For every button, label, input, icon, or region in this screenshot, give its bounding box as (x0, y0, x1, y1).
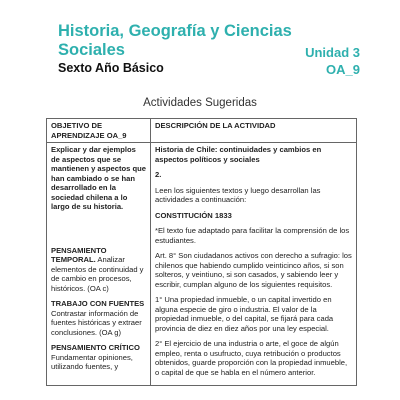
activities-table (46, 118, 357, 386)
skill-text: Fundamentar opiniones, utilizando fuentes, y (51, 352, 133, 371)
activity-number: 2. (155, 170, 162, 179)
section-title: Actividades Sugeridas (143, 97, 257, 109)
skill-title: TRABAJO CON FUENTES (51, 299, 145, 308)
table-row (47, 143, 357, 386)
activity-instructions: Leen los siguientes textos y luego desarrollan las actividades a continuación: (155, 185, 321, 204)
activity-title: Historia de Chile: continuidades y cambios en aspectos políticos y sociales (155, 145, 322, 164)
skill-item (51, 343, 146, 372)
objective-cell (47, 143, 151, 386)
grade-label: Sexto Año Básico (58, 61, 164, 75)
objective-text: Explicar y dar ejemplos de aspectos que se mantienen y aspectos que han cambiado o se han desarrollado en la sociedad chilena a lo largo de su historia. (51, 145, 146, 211)
source-paragraph: Art. 8° Son ciudadanos activos con derecho a sufragio: los chilenos que habiendo cumplido veinticinco años, si son solteros, y veintiuno, si son casados, y sabiendo leer y escribir, cumplan alguno de los siguientes requisitos. (155, 251, 352, 289)
source-title: CONSTITUCIÓN 1833 (155, 210, 232, 220)
table-header-row (47, 119, 357, 143)
skill-item (51, 246, 146, 294)
skill-text: Contrastar información de fuentes históricas y extraer conclusiones. (OA g) (51, 308, 142, 337)
skill-title: PENSAMIENTO TEMPORAL. (51, 245, 107, 264)
unit-label: Unidad 3 (305, 45, 360, 60)
column-header-description: DESCRIPCIÓN DE LA ACTIVIDAD (151, 119, 357, 143)
source-note: *El texto fue adaptado para facilitar la comprensión de los estudiantes. (155, 226, 350, 245)
source-paragraph: 1° Una propiedad inmueble, o un capital invertido en alguna especie de giro o industria. El valor de la propiedad inmueble, o del capital, se fijará para cada provincia de diez en diez años por una ley especial. (155, 295, 334, 333)
unit-label-block (305, 44, 360, 78)
subject-title: Historia, Geografía y Ciencias Sociales (58, 22, 292, 59)
source-paragraph: 2° El ejercicio de una industria o arte, el goce de algún empleo, renta o usufructo, cuya retribución o productos obtenidos, guarde proporción con la propiedad inmueble, o capital de que se habla en el número anterior. (155, 339, 348, 377)
skill-text: Analizar elementos de continuidad y de cambio en procesos, históricos. (OA c) (51, 255, 144, 293)
description-cell (151, 143, 357, 386)
oa-label: OA_9 (326, 62, 360, 77)
skill-title: PENSAMIENTO CRÍTICO (51, 343, 140, 352)
skill-item (51, 299, 146, 337)
column-header-objective: OBJETIVO DE APRENDIZAJE OA_9 (47, 119, 151, 143)
